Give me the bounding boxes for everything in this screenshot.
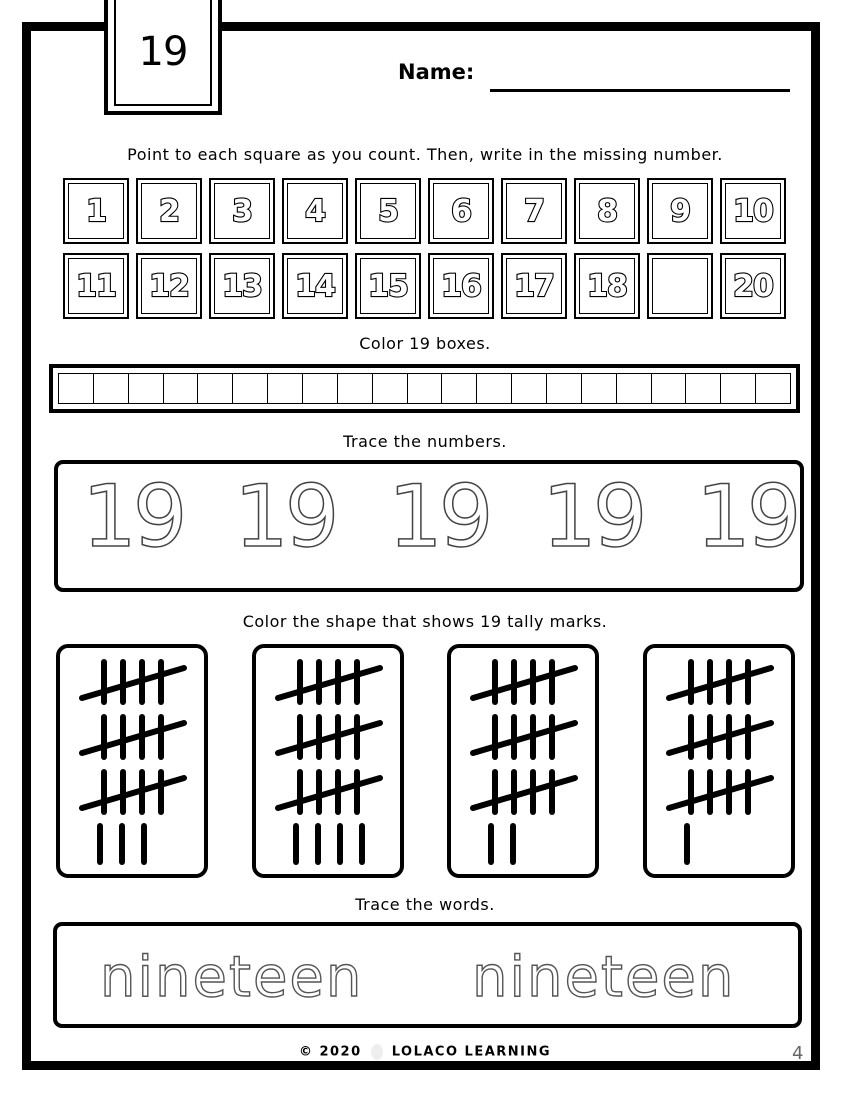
tally-stroke xyxy=(669,778,771,808)
color-box[interactable] xyxy=(198,374,233,403)
tally-marks xyxy=(60,648,204,874)
tab-number: 19 xyxy=(138,29,188,75)
number-cell-inner xyxy=(652,183,708,239)
number-cell-value: 13 xyxy=(222,268,262,304)
trace-number[interactable]: 19 xyxy=(82,467,184,567)
number-cell xyxy=(355,178,421,244)
number-cell xyxy=(501,178,567,244)
number-cell-inner xyxy=(68,258,124,314)
number-cell xyxy=(136,178,202,244)
color-box[interactable] xyxy=(686,374,721,403)
tally-stroke xyxy=(473,668,575,698)
trace-word[interactable]: nineteen xyxy=(472,945,736,1010)
tally-stroke xyxy=(473,723,575,753)
tally-stroke xyxy=(669,723,771,753)
trace-word[interactable]: nineteen xyxy=(100,945,364,1010)
number-cell xyxy=(63,253,129,319)
number-cell-inner xyxy=(287,183,343,239)
number-cell-value: 10 xyxy=(733,193,773,229)
missing-number-cell[interactable] xyxy=(647,253,713,319)
tally-marks xyxy=(451,648,595,874)
color-box[interactable] xyxy=(756,374,790,403)
tally-stroke xyxy=(278,723,380,753)
number-cell-value: 11 xyxy=(76,268,116,304)
tally-marks xyxy=(647,648,791,874)
number-cell-inner xyxy=(506,258,562,314)
counting-instruction: Point to each square as you count. Then, write in the missing number. xyxy=(127,145,723,164)
brand-name: LOLACO LEARNING xyxy=(391,1044,552,1060)
number-cell-value: 9 xyxy=(670,193,690,229)
number-cell-value: 8 xyxy=(597,193,617,229)
copyright: © 2020 xyxy=(298,1044,362,1060)
trace-numbers-instruction: Trace the numbers. xyxy=(343,432,507,451)
color-box[interactable] xyxy=(442,374,477,403)
color-box[interactable] xyxy=(477,374,512,403)
tally-stroke xyxy=(278,778,380,808)
number-grid-row-1 xyxy=(63,178,786,244)
color-box[interactable] xyxy=(338,374,373,403)
name-line[interactable] xyxy=(490,89,790,92)
color-box[interactable] xyxy=(268,374,303,403)
color-box[interactable] xyxy=(721,374,756,403)
number-cell-value: 6 xyxy=(451,193,471,229)
number-cell xyxy=(574,178,640,244)
color-box[interactable] xyxy=(582,374,617,403)
number-cell xyxy=(63,178,129,244)
number-cell-value: 3 xyxy=(232,193,252,229)
color-box[interactable] xyxy=(129,374,164,403)
tally-card[interactable] xyxy=(447,644,599,878)
color-box[interactable] xyxy=(408,374,443,403)
number-cell xyxy=(720,253,786,319)
number-cell-inner xyxy=(141,183,197,239)
number-cell-value: 17 xyxy=(514,268,554,304)
color-box[interactable] xyxy=(652,374,687,403)
brand-logo-icon xyxy=(371,1044,383,1060)
number-cell-inner xyxy=(141,258,197,314)
color-boxes-instruction: Color 19 boxes. xyxy=(359,334,491,353)
color-boxes-row xyxy=(58,373,791,404)
number-cell xyxy=(355,253,421,319)
color-box[interactable] xyxy=(617,374,652,403)
color-box[interactable] xyxy=(59,374,94,403)
number-cell-inner xyxy=(360,258,416,314)
footer xyxy=(0,1044,850,1060)
number-cell xyxy=(428,253,494,319)
number-cell-inner xyxy=(214,258,270,314)
trace-number[interactable]: 19 xyxy=(542,467,644,567)
number-cell-value: 2 xyxy=(159,193,179,229)
number-cell-inner xyxy=(579,258,635,314)
number-cell xyxy=(574,253,640,319)
number-cell xyxy=(282,253,348,319)
color-box[interactable] xyxy=(373,374,408,403)
trace-words-instruction: Trace the words. xyxy=(355,895,495,914)
number-cell-inner xyxy=(360,183,416,239)
number-cell-inner xyxy=(214,183,270,239)
trace-number[interactable]: 19 xyxy=(388,467,490,567)
number-cell xyxy=(209,178,275,244)
number-cell-value: 18 xyxy=(587,268,627,304)
number-cell-value: 12 xyxy=(149,268,189,304)
number-cell-value: 14 xyxy=(295,268,335,304)
color-boxes xyxy=(49,364,800,413)
number-cell xyxy=(647,178,713,244)
number-cell xyxy=(720,178,786,244)
tally-instruction: Color the shape that shows 19 tally marks. xyxy=(242,612,608,631)
tally-card[interactable] xyxy=(643,644,795,878)
number-cell xyxy=(136,253,202,319)
color-box[interactable] xyxy=(233,374,268,403)
number-cell-inner xyxy=(579,183,635,239)
number-cell-value: 20 xyxy=(733,268,773,304)
number-cell-value: 4 xyxy=(305,193,325,229)
tally-stroke xyxy=(82,778,184,808)
tally-stroke xyxy=(278,668,380,698)
number-cell xyxy=(282,178,348,244)
number-cell-value: 5 xyxy=(378,193,398,229)
number-cell-inner xyxy=(433,183,489,239)
tally-card[interactable] xyxy=(252,644,404,878)
number-cell-inner xyxy=(287,258,343,314)
color-box[interactable] xyxy=(512,374,547,403)
color-box[interactable] xyxy=(94,374,129,403)
number-cell xyxy=(428,178,494,244)
color-box[interactable] xyxy=(303,374,338,403)
name-label: Name: xyxy=(398,60,475,84)
tally-stroke xyxy=(473,778,575,808)
number-cell-inner xyxy=(506,183,562,239)
number-cell-inner xyxy=(652,258,708,314)
trace-number[interactable]: 19 xyxy=(696,467,798,567)
number-grid-row-2 xyxy=(63,253,786,319)
trace-number[interactable]: 19 xyxy=(234,467,336,567)
number-cell xyxy=(501,253,567,319)
number-cell xyxy=(209,253,275,319)
number-cell-inner xyxy=(725,183,781,239)
number-cell-value: 16 xyxy=(441,268,481,304)
number-cell-value: 1 xyxy=(86,193,106,229)
number-tab-inner xyxy=(114,0,212,106)
number-cell-value: 7 xyxy=(524,193,544,229)
tally-stroke xyxy=(82,723,184,753)
tally-stroke xyxy=(82,668,184,698)
color-box[interactable] xyxy=(547,374,582,403)
tally-marks xyxy=(256,648,400,874)
number-cell-inner xyxy=(68,183,124,239)
tally-stroke xyxy=(669,668,771,698)
number-cell-inner xyxy=(725,258,781,314)
page-number: 4 xyxy=(792,1043,804,1064)
number-cell-inner xyxy=(433,258,489,314)
number-cell-value: 15 xyxy=(368,268,408,304)
tally-card[interactable] xyxy=(56,644,208,878)
color-box[interactable] xyxy=(164,374,199,403)
